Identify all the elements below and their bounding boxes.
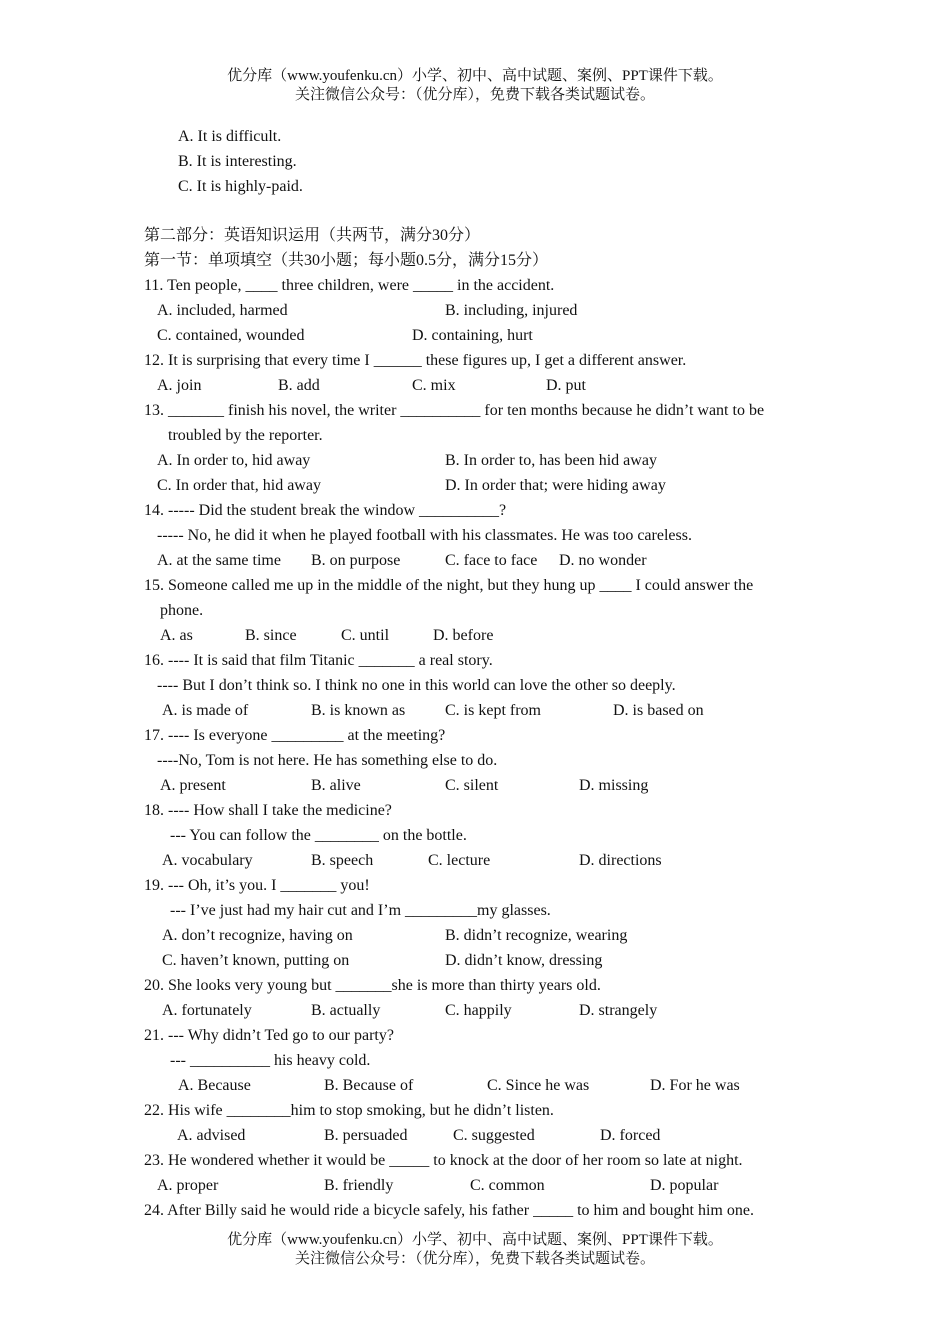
prev-option-c: C. It is highly-paid.	[178, 178, 303, 195]
q19-option-c: C. haven’t known, putting on	[162, 952, 350, 969]
q21-option-c: C. Since he was	[487, 1077, 590, 1094]
q22-option-c: C. suggested	[453, 1127, 535, 1144]
q17-option-b: B. alive	[311, 777, 361, 794]
q22-stem: 22. His wife ________him to stop smoking, but he didn’t listen.	[144, 1102, 554, 1119]
q12-option-b: B. add	[278, 377, 320, 394]
q19-option-b: B. didn’t recognize, wearing	[445, 927, 628, 944]
q16-option-a: A. is made of	[162, 702, 249, 719]
q20-option-a: A. fortunately	[162, 1002, 252, 1019]
q11-option-a: A. included, harmed	[157, 302, 288, 319]
q17-stem: 17. ---- Is everyone _________ at the meeting?	[144, 727, 446, 744]
q20-option-c: C. happily	[445, 1002, 512, 1019]
q22-option-a: A. advised	[177, 1127, 246, 1144]
prev-option-a: A. It is difficult.	[178, 128, 282, 145]
q19-option-a: A. don’t recognize, having on	[162, 927, 353, 944]
footer-line-2: 关注微信公众号：（优分库），免费下载各类试题试卷。	[294, 1251, 655, 1267]
q19-option-d: D. didn’t know, dressing	[445, 952, 603, 969]
q18-response: --- You can follow the ________ on the bottle.	[170, 827, 467, 844]
q20-option-b: B. actually	[311, 1002, 381, 1019]
q11-stem: 11. Ten people, ____ three children, were _____ in the accident.	[144, 277, 555, 294]
q12-option-c: C. mix	[412, 377, 456, 394]
prev-option-b: B. It is interesting.	[178, 153, 297, 170]
q23-stem: 23. He wondered whether it would be _____ to knock at the door of her room so late at night.	[144, 1152, 743, 1169]
q15-option-c: C. until	[341, 627, 390, 644]
q21-stem: 21. --- Why didn’t Ted go to our party?	[144, 1027, 394, 1044]
q14-response: ----- No, he did it when he played football with his classmates. He was too careless.	[157, 527, 692, 544]
q20-option-d: D. strangely	[579, 1002, 658, 1019]
q15-option-a: A. as	[160, 627, 193, 644]
q12-stem: 12. It is surprising that every time I ______ these figures up, I get a different answer.	[144, 352, 687, 369]
q16-option-b: B. is known as	[311, 702, 406, 719]
q23-option-c: C. common	[470, 1177, 545, 1194]
q13-option-b: B. In order to, has been hid away	[445, 452, 657, 469]
q16-stem: 16. ---- It is said that film Titanic _______ a real story.	[144, 652, 493, 669]
q17-response: ----No, Tom is not here. He has something else to do.	[157, 752, 498, 769]
q17-option-a: A. present	[160, 777, 226, 794]
q13-option-a: A. In order to, hid away	[157, 452, 311, 469]
q18-option-b: B. speech	[311, 852, 374, 869]
q15-option-d: D. before	[433, 627, 494, 644]
subsection-title: 第一节：单项填空（共30小题；每小题0.5分，满分15分）	[144, 252, 549, 269]
q21-option-b: B. Because of	[324, 1077, 414, 1094]
q15-stem: 15. Someone called me up in the middle of the night, but they hung up ____ I could answer the	[144, 577, 754, 594]
q21-option-a: A. Because	[178, 1077, 251, 1094]
q18-stem: 18. ---- How shall I take the medicine?	[144, 802, 392, 819]
q16-option-d: D. is based on	[613, 702, 704, 719]
page-footer	[0, 1231, 950, 1269]
q18-option-c: C. lecture	[428, 852, 491, 869]
q21-response: --- __________ his heavy cold.	[170, 1052, 371, 1069]
q14-stem: 14. ----- Did the student break the window __________?	[144, 502, 507, 519]
q15-stem-cont: phone.	[160, 602, 204, 619]
q21-option-d: D. For he was	[650, 1077, 740, 1094]
q22-option-d: D. forced	[600, 1127, 661, 1144]
q19-response: --- I’ve just had my hair cut and I’m _________my glasses.	[170, 902, 551, 919]
q14-option-a: A. at the same time	[157, 552, 281, 569]
q20-stem: 20. She looks very young but _______she is more than thirty years old.	[144, 977, 601, 994]
q23-option-a: A. proper	[157, 1177, 219, 1194]
q22-option-b: B. persuaded	[324, 1127, 408, 1144]
footer-line-1: 优分库（www.youfenku.cn）小学、初中、高中试题、案例、PPT课件下载。	[227, 1232, 723, 1248]
q18-option-a: A. vocabulary	[162, 852, 253, 869]
q14-option-c: C. face to face	[445, 552, 538, 569]
q23-option-d: D. popular	[650, 1177, 719, 1194]
header-line-2: 关注微信公众号：（优分库），免费下载各类试题试卷。	[294, 87, 655, 103]
q11-option-c: C. contained, wounded	[157, 327, 305, 344]
q19-stem: 19. --- Oh, it’s you. I _______ you!	[144, 877, 370, 894]
q13-stem: 13. _______ finish his novel, the writer __________ for ten months because he didn’t want to be	[144, 402, 765, 419]
q23-option-b: B. friendly	[324, 1177, 394, 1194]
part-title: 第二部分：英语知识运用（共两节，满分30分）	[144, 227, 481, 244]
q13-option-c: C. In order that, hid away	[157, 477, 321, 494]
q16-response: ---- But I don’t think so. I think no one in this world can love the other so deeply.	[157, 677, 676, 694]
q11-option-d: D. containing, hurt	[412, 327, 533, 344]
page-header	[0, 67, 950, 105]
q12-option-a: A. join	[157, 377, 202, 394]
q14-option-b: B. on purpose	[311, 552, 401, 569]
q12-option-d: D. put	[546, 377, 586, 394]
q16-option-c: C. is kept from	[445, 702, 541, 719]
header-line-1: 优分库（www.youfenku.cn）小学、初中、高中试题、案例、PPT课件下载。	[227, 68, 723, 84]
q13-option-d: D. In order that; were hiding away	[445, 477, 666, 494]
q24-stem: 24. After Billy said he would ride a bicycle safely, his father _____ to him and bought him one.	[144, 1202, 754, 1219]
q17-option-c: C. silent	[445, 777, 499, 794]
q17-option-d: D. missing	[579, 777, 649, 794]
q13-stem-cont: troubled by the reporter.	[168, 427, 323, 444]
q15-option-b: B. since	[245, 627, 297, 644]
q18-option-d: D. directions	[579, 852, 662, 869]
q11-option-b: B. including, injured	[445, 302, 578, 319]
q14-option-d: D. no wonder	[559, 552, 647, 569]
